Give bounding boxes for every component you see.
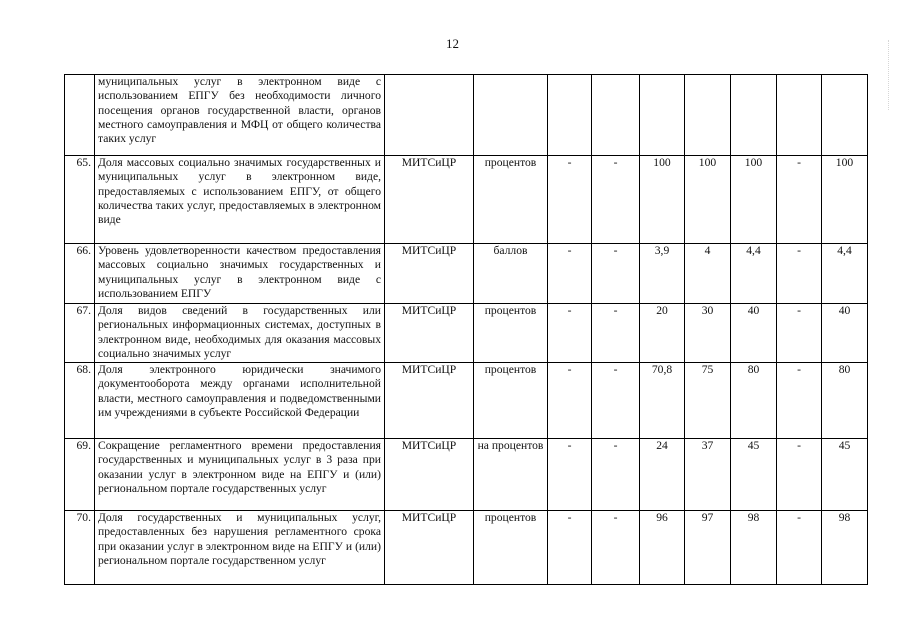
responsible-agency: МИТСиЦР xyxy=(385,304,474,363)
value-cell: - xyxy=(777,304,822,363)
value-cell xyxy=(548,75,592,156)
value-cell: 75 xyxy=(685,363,731,439)
value-cell: - xyxy=(548,439,592,511)
table-row xyxy=(65,156,868,244)
unit-of-measure: на процентов xyxy=(474,439,548,511)
page-number: 12 xyxy=(446,36,459,51)
value-cell: 100 xyxy=(731,156,777,244)
value-cell: - xyxy=(548,363,592,439)
value-cell: 40 xyxy=(731,304,777,363)
value-cell: - xyxy=(777,363,822,439)
value-cell: 37 xyxy=(685,439,731,511)
value-cell: 100 xyxy=(685,156,731,244)
value-cell: - xyxy=(777,439,822,511)
value-cell: 4,4 xyxy=(822,244,868,304)
value-cell xyxy=(592,75,640,156)
indicator-description: Доля государственных и муниципальных услуг, предоставленных без нарушения регламентного срока при оказании услуг в электронном виде на ЕПГУ и (или) региональном портале государственном услуг xyxy=(95,511,385,585)
row-number: 67. xyxy=(65,304,95,363)
value-cell: - xyxy=(592,363,640,439)
value-cell: 20 xyxy=(640,304,685,363)
value-cell: 97 xyxy=(685,511,731,585)
value-cell: 98 xyxy=(822,511,868,585)
unit-of-measure: баллов xyxy=(474,244,548,304)
table-row xyxy=(65,363,868,439)
table-row xyxy=(65,75,868,156)
indicator-description: муниципальных услуг в электронном виде с использованием ЕПГУ без необходимости личного посещения органов государственной власти, органов местного самоуправления и МФЦ от общего количества таких услуг xyxy=(95,75,385,156)
table-row xyxy=(65,304,868,363)
unit-of-measure xyxy=(474,75,548,156)
value-cell: 96 xyxy=(640,511,685,585)
value-cell: 70,8 xyxy=(640,363,685,439)
value-cell: - xyxy=(592,156,640,244)
table-body xyxy=(65,75,868,585)
value-cell: - xyxy=(592,304,640,363)
responsible-agency: МИТСиЦР xyxy=(385,156,474,244)
indicator-description: Уровень удовлетворенности качеством предоставления массовых социально значимых государственных и муниципальных услуг в электронном виде с использованием ЕПГУ xyxy=(95,244,385,304)
responsible-agency: МИТСиЦР xyxy=(385,363,474,439)
indicator-description: Сокращение регламентного времени предоставления государственных и муниципальных услуг в 3 раза при оказании услуг в электронном виде на ЕПГУ и (или) региональном портале государственных услуг xyxy=(95,439,385,511)
value-cell: - xyxy=(777,244,822,304)
unit-of-measure: процентов xyxy=(474,304,548,363)
row-number: 70. xyxy=(65,511,95,585)
value-cell: 3,9 xyxy=(640,244,685,304)
value-cell: 100 xyxy=(640,156,685,244)
value-cell: - xyxy=(592,511,640,585)
value-cell: 4,4 xyxy=(731,244,777,304)
value-cell: 30 xyxy=(685,304,731,363)
value-cell: 45 xyxy=(822,439,868,511)
table-row xyxy=(65,511,868,585)
row-number: 69. xyxy=(65,439,95,511)
value-cell: - xyxy=(548,304,592,363)
responsible-agency: МИТСиЦР xyxy=(385,439,474,511)
table-row xyxy=(65,244,868,304)
indicator-description: Доля электронного юридически значимого документооборота между органами исполнительной власти, местного самоуправления и подведомственными им учреждениями в субъекте Российской Федерации xyxy=(95,363,385,439)
row-number: 68. xyxy=(65,363,95,439)
value-cell xyxy=(685,75,731,156)
value-cell: 80 xyxy=(731,363,777,439)
value-cell xyxy=(777,75,822,156)
row-number: 66. xyxy=(65,244,95,304)
unit-of-measure: процентов xyxy=(474,156,548,244)
unit-of-measure: процентов xyxy=(474,363,548,439)
indicator-description: Доля массовых социально значимых государственных и муниципальных услуг в электронном виде, предоставляемых с использованием ЕПГУ, от общего количества таких услуг, предоставляемых в электронном виде xyxy=(95,156,385,244)
value-cell: - xyxy=(592,244,640,304)
value-cell xyxy=(822,75,868,156)
row-number: 65. xyxy=(65,156,95,244)
responsible-agency xyxy=(385,75,474,156)
table-row xyxy=(65,439,868,511)
value-cell: 80 xyxy=(822,363,868,439)
value-cell: - xyxy=(548,156,592,244)
value-cell: - xyxy=(777,511,822,585)
value-cell: - xyxy=(777,156,822,244)
indicator-description: Доля видов сведений в государственных или региональных информационных системах, доступных в электронном виде, необходимых для оказания массовых социально значимых услуг xyxy=(95,304,385,363)
responsible-agency: МИТСиЦР xyxy=(385,511,474,585)
indicators-table xyxy=(64,74,868,585)
responsible-agency: МИТСиЦР xyxy=(385,244,474,304)
row-number xyxy=(65,75,95,156)
value-cell: 24 xyxy=(640,439,685,511)
value-cell xyxy=(731,75,777,156)
value-cell: 45 xyxy=(731,439,777,511)
unit-of-measure: процентов xyxy=(474,511,548,585)
value-cell xyxy=(640,75,685,156)
value-cell: 100 xyxy=(822,156,868,244)
scan-artifact xyxy=(888,40,899,110)
value-cell: 98 xyxy=(731,511,777,585)
value-cell: - xyxy=(548,511,592,585)
value-cell: 40 xyxy=(822,304,868,363)
value-cell: 4 xyxy=(685,244,731,304)
value-cell: - xyxy=(592,439,640,511)
value-cell: - xyxy=(548,244,592,304)
